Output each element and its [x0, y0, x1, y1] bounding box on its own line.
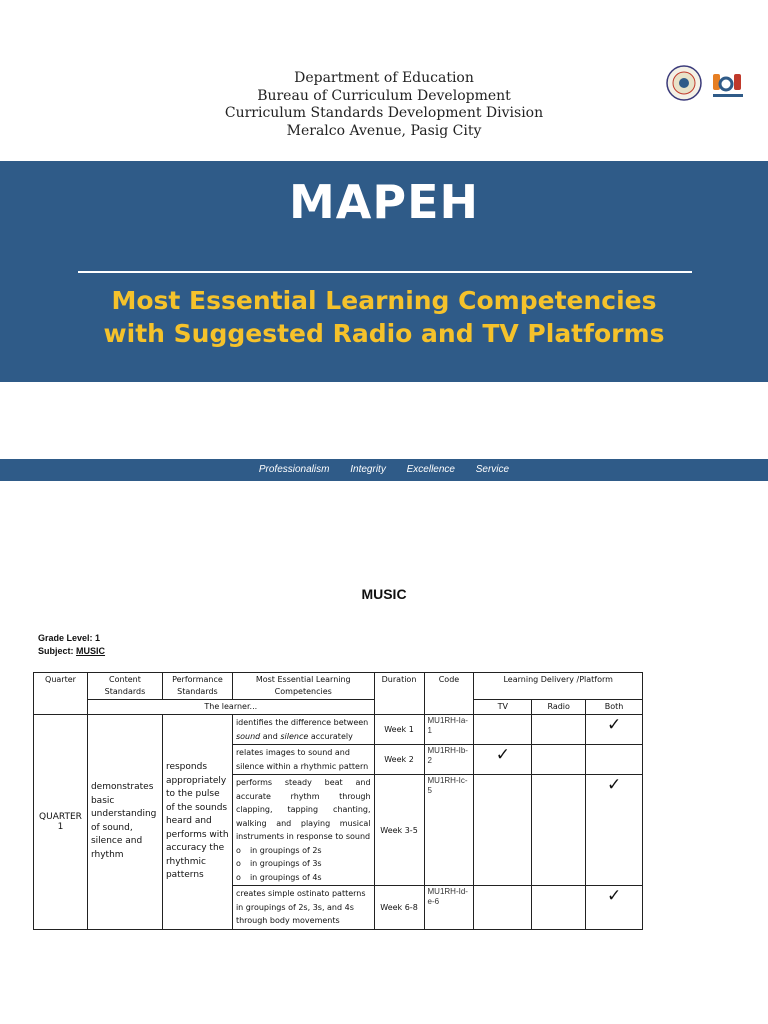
both-check-cell [586, 745, 643, 775]
duration-cell: Week 6-8 [374, 886, 424, 930]
duration-cell: Week 3-5 [374, 775, 424, 886]
competency-emphasis: sound [235, 731, 261, 741]
banner-divider [78, 271, 692, 273]
tv-check-cell: ✓ [474, 745, 532, 775]
tv-check-cell [474, 715, 532, 745]
competency-emphasis: silence [280, 731, 309, 741]
duration-cell: Week 1 [374, 715, 424, 745]
subject-value: MUSIC [76, 646, 106, 656]
header-performance-standards: Performance Standards [162, 673, 232, 700]
value-excellence: Excellence [406, 464, 455, 475]
competency-cell [232, 715, 374, 745]
grade-value: 1 [95, 633, 101, 643]
competency-text: performs steady beat and accurate rhythm through clapping, tapping chanting, walking and playing musical instruments in response to sound [235, 778, 371, 841]
agency-header [0, 70, 768, 140]
code-cell: MU1RH-Ia-1 [424, 715, 474, 745]
subject-label: Subject: [38, 646, 74, 656]
radio-check-cell [532, 715, 586, 745]
competency-table [33, 672, 643, 930]
radio-check-cell [532, 745, 586, 775]
code-cell: MU1RH-Id-e-6 [424, 886, 474, 930]
competency-text: accurately [308, 731, 353, 741]
competency-cell [232, 775, 374, 886]
header-line-3: Curriculum Standards Development Division [224, 105, 544, 121]
banner-subtitle-line-2: with Suggested Radio and TV Platforms [103, 319, 665, 348]
table-row [34, 715, 643, 745]
section-title: MUSIC [361, 586, 407, 602]
header-line-1: Department of Education [294, 70, 474, 86]
sub-list-item: o in groupings of 2s [236, 844, 371, 858]
header-code: Code [424, 673, 474, 715]
both-check-cell: ✓ [586, 886, 643, 930]
competency-sub-list [236, 844, 371, 885]
radio-check-cell [532, 775, 586, 886]
both-check-cell: ✓ [586, 715, 643, 745]
banner-title: MAPEH [288, 175, 479, 229]
value-integrity: Integrity [350, 464, 386, 475]
competency-cell: creates simple ostinato patterns in groupings of 2s, 3s, and 4s through body movements [232, 886, 374, 930]
banner-subtitle [0, 284, 768, 350]
competency-text: and [260, 731, 281, 741]
banner-subtitle-line-1: Most Essential Learning Competencies [111, 286, 657, 315]
deped-seal-icon [666, 65, 702, 101]
value-professionalism: Professionalism [258, 464, 330, 475]
document-meta [38, 632, 105, 658]
header-line-4: Meralco Avenue, Pasig City [286, 122, 482, 139]
performance-standard-cell: responds appropriately to the pulse of the sounds heard and performs with accuracy the rhythmic patterns [162, 715, 232, 930]
radio-check-cell [532, 886, 586, 930]
header-line-2: Bureau of Curriculum Development [257, 87, 511, 104]
code-cell: MU1RH-Ic-5 [424, 775, 474, 886]
duration-cell: Week 2 [374, 745, 424, 775]
both-check-cell: ✓ [586, 775, 643, 886]
sub-list-item: o in groupings of 4s [236, 871, 371, 885]
core-values-bar [0, 459, 768, 481]
header-content-standards: Content Standards [87, 673, 162, 700]
tv-check-cell [474, 886, 532, 930]
competency-cell: relates images to sound and silence within a rhythmic pattern [232, 745, 374, 775]
header-learner: The learner... [87, 700, 374, 715]
code-cell: MU1RH-Ib-2 [424, 745, 474, 775]
tv-check-cell [474, 775, 532, 886]
content-standard-cell: demonstrates basic understanding of sound, silence and rhythm [87, 715, 162, 930]
bcd-logo-icon [711, 70, 745, 100]
quarter-cell: QUARTER 1 [34, 715, 88, 930]
value-service: Service [475, 464, 510, 475]
header-radio: Radio [532, 700, 586, 715]
header-both: Both [586, 700, 643, 715]
grade-label: Grade Level: [38, 633, 93, 643]
sub-list-item: o in groupings of 3s [236, 857, 371, 871]
header-quarter: Quarter [34, 673, 88, 715]
competency-text: identifies the difference between [235, 718, 369, 727]
header-melc: Most Essential Learning Competencies [232, 673, 374, 700]
header-delivery: Learning Delivery /Platform [474, 673, 643, 700]
header-duration: Duration [374, 673, 424, 715]
header-tv: TV [474, 700, 532, 715]
